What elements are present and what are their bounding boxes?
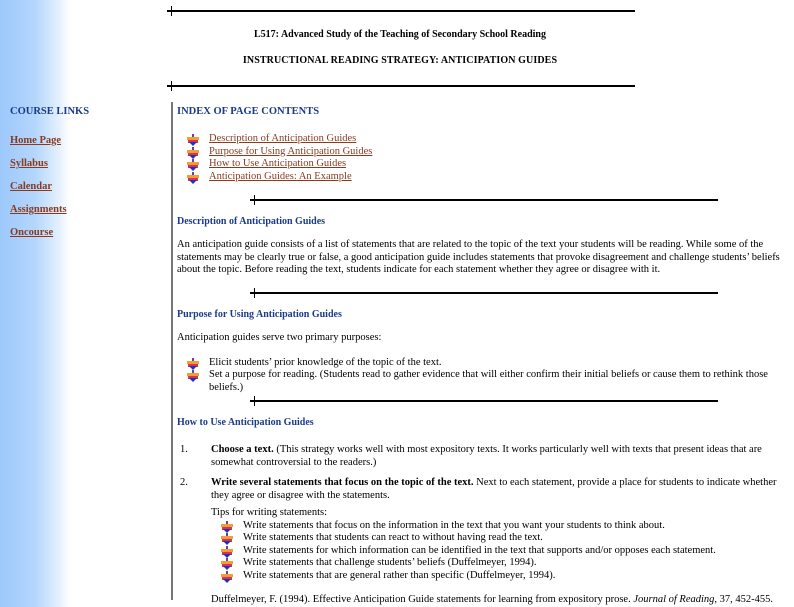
index-heading: INDEX OF PAGE CONTENTS [177,106,320,117]
index-link-how-to-use[interactable]: How to Use Anticipation Guides [209,158,347,169]
main-content [177,106,794,183]
arrow-bullet-icon [221,571,233,582]
arrow-bullet-icon [187,370,199,381]
top-divider [167,10,635,12]
step-item [177,444,794,469]
arrow-bullet-icon [187,159,199,170]
index-item [177,146,794,159]
index-link-example[interactable]: Anticipation Guides: An Example [209,170,352,182]
purpose-item: Set a purpose for reading. (Students read to gather evidence that will either confirm their initial beliefs or cause them to rethink those beliefs.) [177,369,794,394]
how-to-section [177,417,794,607]
tips-list [211,520,794,583]
section-divider [250,292,718,294]
index-link-description[interactable]: Description of Anticipation Guides [209,133,357,144]
step-title: Choose a text. [211,444,274,455]
tip-item: Write statements that challenge students’ beliefs (Duffelmeyer, 1994). [211,557,794,570]
step-number: 2. [180,477,188,488]
section-divider [250,400,718,402]
step-text: Next to each statement, provide a place for students to indicate whether they agree or disagree with the statements. [211,477,777,501]
arrow-bullet-icon [187,134,199,145]
sidebar-link-assignments[interactable]: Assignments [10,204,67,215]
page-title: INSTRUCTIONAL READING STRATEGY: ANTICIPATION GUIDES [242,55,558,66]
index-list [177,133,794,183]
arrow-bullet-icon [187,358,199,369]
arrow-bullet-icon [221,546,233,557]
tips-block [177,507,794,607]
step-text: (This strategy works well with most expository texts. It works particularly well with texts that present ideas that are somewhat controversial to the readers.) [211,444,762,468]
how-to-heading: How to Use Anticipation Guides [177,417,314,428]
purpose-heading: Purpose for Using Anticipation Guides [177,309,342,320]
description-section [177,216,794,277]
tips-label: Tips for writing statements: [211,507,327,518]
content-divider-line [171,102,173,600]
course-links-sidebar [10,106,89,238]
step-number: 1. [180,444,188,455]
arrow-bullet-icon [187,147,199,158]
step-item [177,477,794,502]
step-title: Write several statements that focus on the topic of the text. [211,477,474,488]
description-heading: Description of Anticipation Guides [177,216,326,227]
section-divider [250,199,718,201]
tip-item: Write statements for which information can be identified in the text that supports and/or opposes each statement. [211,545,794,558]
arrow-bullet-icon [221,558,233,569]
arrow-bullet-icon [221,533,233,544]
tip-item: Write statements that students can react to without having read the text. [211,532,794,545]
sidebar-link-calendar[interactable]: Calendar [10,181,52,192]
arrow-bullet-icon [221,521,233,532]
purpose-list [177,357,794,395]
purpose-intro: Anticipation guides serve two primary purposes: [177,332,382,343]
arrow-bullet-icon [187,172,199,183]
index-item [177,133,794,146]
sidebar-link-oncourse[interactable]: Oncourse [10,227,54,238]
purpose-item: Elicit students’ prior knowledge of the topic of the text. [177,357,794,370]
sidebar-link-syllabus[interactable]: Syllabus [10,158,48,169]
course-title: L517: Advanced Study of the Teaching of Secondary School Reading [254,29,546,40]
index-link-purpose[interactable]: Purpose for Using Anticipation Guides [209,145,373,157]
tip-item: Write statements that focus on the information in the text that you want your students to think about. [211,520,794,533]
purpose-section [177,309,794,394]
sidebar-link-home-page[interactable]: Home Page [10,135,62,146]
course-links-heading: COURSE LINKS [10,106,90,117]
tip-item: Write statements that are general rather than specific (Duffelmeyer, 1994). [211,570,794,583]
citation: Duffelmeyer, F. (1994). Effective Anticipation Guide statements for learning from expository prose. Journal of Reading, 37, 452-455. [211,594,774,605]
description-body: An anticipation guide consists of a list of statements that are related to the topic of the text your students will be reading. While some of the statements may be clearly true or false, a good anticipation guide includes statements that provoke disagreement and challenge students’ beliefs about the topic. Before reading the text, students indicate for each statement whether they agree or disagree with it. [177,239,780,275]
index-item [177,171,794,184]
header-divider [167,85,635,87]
index-item [177,158,794,171]
